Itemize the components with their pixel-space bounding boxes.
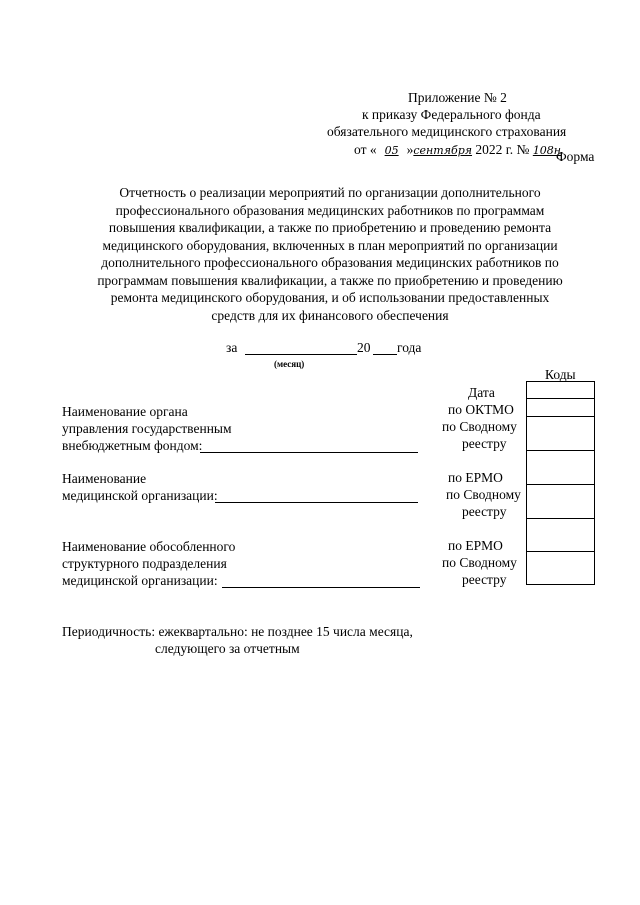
code-cell-divider: [526, 518, 595, 519]
code-cell-divider: [526, 398, 595, 399]
title-line: средств для их финансового обеспечения: [211, 307, 449, 323]
title-line: повышения квалификации, а также по приобретению и проведению ремонта: [108, 220, 552, 235]
field-label: Наименование органа: [62, 404, 188, 419]
month-hint: (месяц): [274, 359, 305, 369]
date-year: 2022 г. №: [475, 142, 530, 157]
title-line: медицинского оборудования, включенных в план мероприятий по организации: [102, 237, 558, 253]
field-label: структурного подразделения: [62, 556, 227, 571]
document-title: [60, 184, 600, 324]
code-cell-divider: [526, 484, 595, 485]
code-label-ermo: по ЕРМО: [448, 470, 503, 485]
code-label-oktmo: по ОКТМО: [448, 402, 514, 417]
codes-header: Коды: [545, 367, 576, 382]
field-label: медицинской организации:: [62, 488, 218, 503]
title-line: Отчетность о реализации мероприятий по организации дополнительного: [119, 185, 541, 200]
code-label-reestr: реестру: [462, 572, 507, 587]
year-input-line[interactable]: [373, 354, 397, 355]
code-label-reestr: реестру: [462, 436, 507, 451]
field-label: Наименование: [62, 471, 147, 486]
title-line: программам повышения квалификации, а также по приобретению и проведению: [97, 272, 563, 288]
title-line: профессионального образования медицинских работников по программам: [115, 202, 545, 218]
periodicity-cont: следующего за отчетным: [155, 641, 300, 656]
codes-table: [526, 381, 595, 585]
code-cell-divider: [526, 551, 595, 552]
subdivision-name-input-line[interactable]: [222, 587, 420, 588]
period-za: за: [226, 340, 238, 355]
code-label-svod: по Сводному: [442, 555, 517, 570]
org-name-input-line[interactable]: [215, 502, 418, 503]
handwritten-number: 108н: [532, 144, 562, 157]
title-line: дополнительного профессионального образования медицинских работников по: [101, 255, 559, 270]
order-date: [354, 142, 561, 159]
title-line: ремонта медицинского оборудования, и об использовании предоставленных: [110, 290, 550, 305]
field-label: медицинской организации:: [62, 573, 218, 588]
date-mid: »: [406, 142, 414, 157]
code-cell-divider: [526, 416, 595, 417]
code-label-reestr: реестру: [462, 504, 507, 519]
periodicity: Периодичность: ежеквартально: не позднее 15 числа месяца,: [62, 624, 413, 639]
field-label: Наименование обособленного: [62, 539, 236, 554]
date-prefix: от «: [354, 142, 377, 157]
fund-name-input-line[interactable]: [200, 452, 418, 453]
handwritten-month: сентября: [413, 144, 473, 157]
code-label-svod: по Сводному: [446, 487, 521, 502]
field-label: внебюджетным фондом:: [62, 438, 203, 453]
code-label-date: Дата: [468, 385, 495, 400]
month-input-line[interactable]: [245, 354, 357, 355]
appendix-number: Приложение № 2: [408, 90, 507, 105]
handwritten-day: 05: [384, 144, 399, 157]
form-label: Форма: [556, 149, 595, 164]
code-cell-divider: [526, 450, 595, 451]
order-ref: к приказу Федерального фонда: [362, 107, 541, 122]
period-year: года: [397, 340, 422, 355]
period-twenty: 20: [357, 340, 371, 355]
field-label: управления государственным: [62, 421, 232, 436]
code-label-ermo: по ЕРМО: [448, 538, 503, 553]
code-label-svod: по Сводному: [442, 419, 517, 434]
order-ref-fund: обязательного медицинского страхования: [327, 124, 567, 139]
